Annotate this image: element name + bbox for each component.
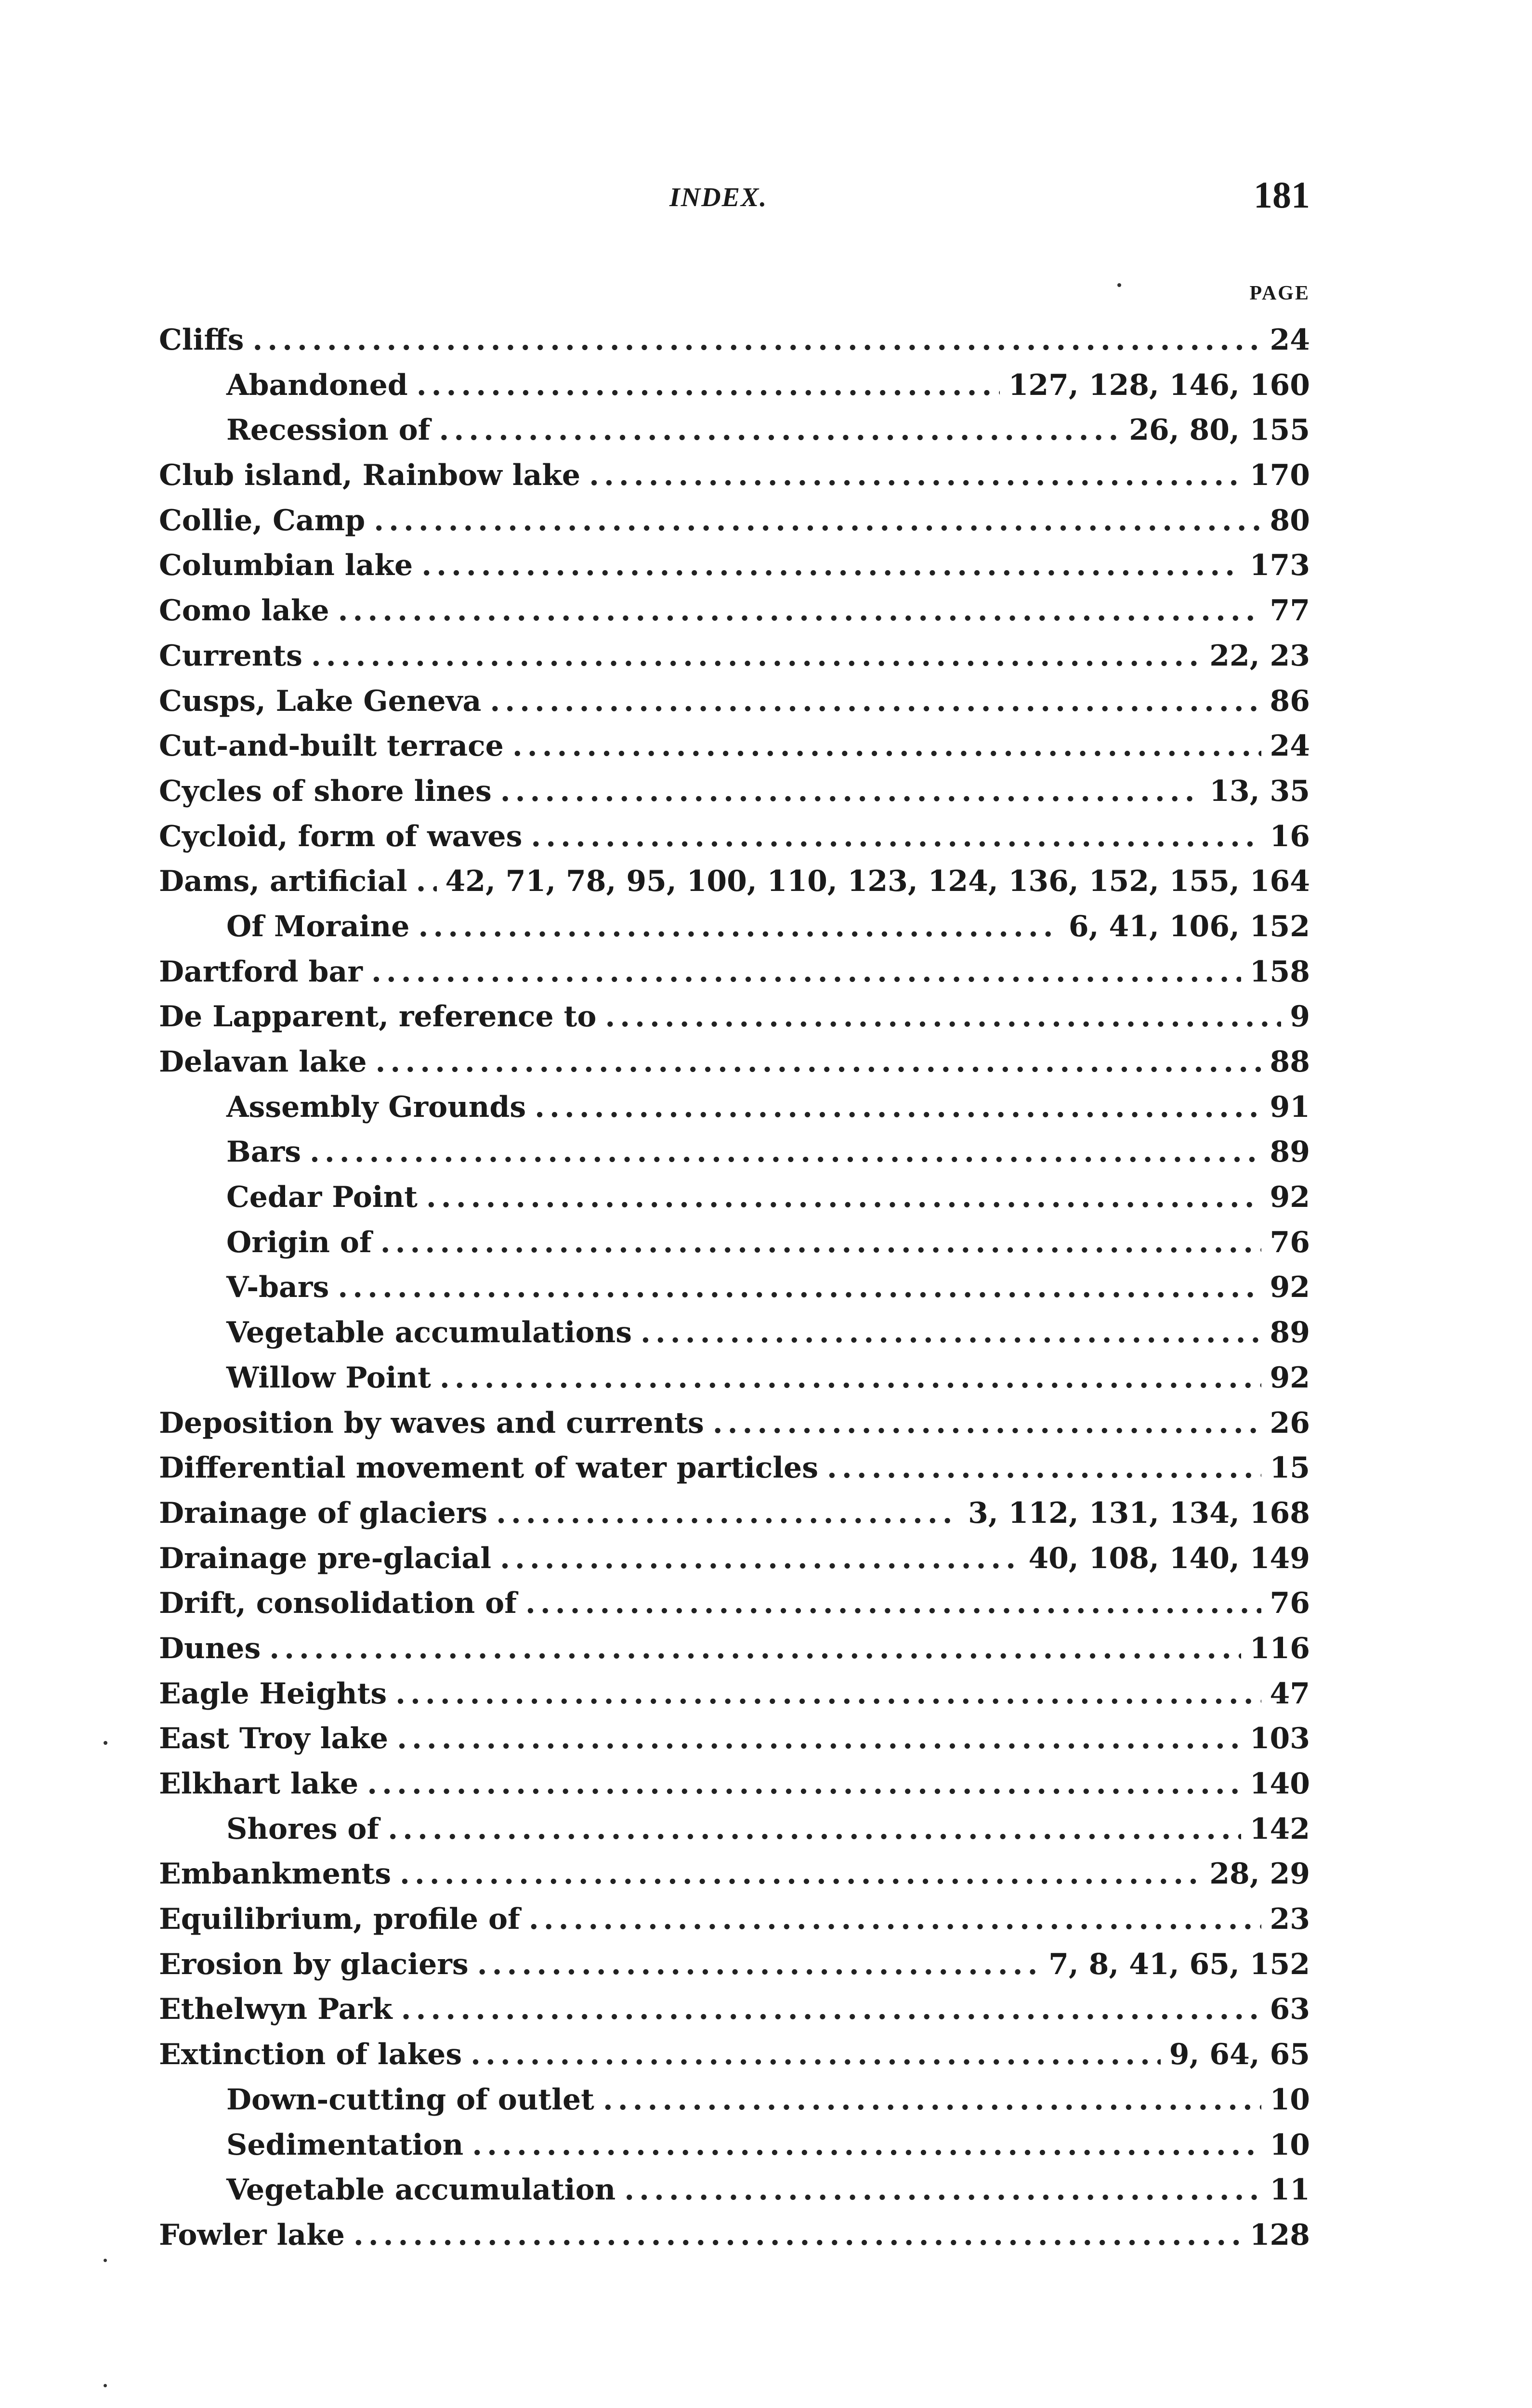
index-entry: [159, 724, 1310, 769]
index-page-refs: 92: [1270, 1361, 1310, 1395]
dot-leader: [418, 904, 1060, 950]
dot-leader: [603, 2078, 1261, 2123]
index-entry: [159, 1626, 1310, 1672]
index-term: Recession of: [226, 413, 431, 447]
dot-leader: [490, 679, 1261, 724]
index-entry: [159, 950, 1310, 995]
index-page-refs: 23: [1270, 1902, 1310, 1937]
index-subentry: [159, 1807, 1310, 1852]
index-entry: [159, 1897, 1310, 1942]
index-term: East Troy lake: [159, 1722, 389, 1756]
index-page-refs: 76: [1270, 1225, 1310, 1259]
index-page-refs: 80: [1270, 503, 1310, 537]
index-page-refs: 142: [1249, 1812, 1310, 1846]
dot-leader: [512, 724, 1261, 769]
index-term: Abandoned: [226, 368, 408, 402]
index-entry: [159, 1942, 1310, 1988]
index-page-refs: 92: [1270, 1180, 1310, 1215]
index-term: Ethelwyn Park: [159, 1992, 393, 2027]
index-term: Vegetable accumulation: [226, 2173, 616, 2207]
index-page-refs: 42, 71, 78, 95, 100, 110, 123, 124, 136, 152, 155, 164: [445, 864, 1310, 899]
index-page-refs: 3, 112, 131, 134, 168: [968, 1496, 1310, 1530]
index-subentry: [159, 363, 1310, 408]
dot-leader: [496, 1491, 959, 1536]
index-term: Sedimentation: [226, 2128, 464, 2162]
index-subentry: [159, 2078, 1310, 2123]
index-page-refs: 76: [1270, 1586, 1310, 1621]
index-term: Cliffs: [159, 323, 244, 357]
dot-leader: [477, 1942, 1040, 1988]
index-entry: [159, 634, 1310, 679]
index-page-refs: 92: [1270, 1270, 1310, 1305]
dot-leader: [416, 859, 437, 904]
dot-leader: [421, 543, 1241, 589]
index-term: Cycloid, form of waves: [159, 819, 523, 853]
running-title: INDEX.: [669, 183, 768, 212]
index-entry: [159, 1446, 1310, 1491]
index-entry: [159, 1852, 1310, 1897]
index-term: Cycles of shore lines: [159, 774, 492, 808]
dot-leader: [376, 1040, 1261, 1085]
dot-leader: [374, 498, 1261, 544]
index-subentry: [159, 1265, 1310, 1310]
index-term: Down-cutting of outlet: [226, 2082, 594, 2117]
dot-leader: [827, 1446, 1261, 1491]
stray-mark: [1117, 283, 1121, 287]
index-page-refs: 47: [1270, 1676, 1310, 1711]
index-subentry: [159, 2123, 1310, 2168]
dot-leader: [338, 1265, 1261, 1310]
dot-leader: [310, 1130, 1261, 1175]
running-head: [159, 173, 1310, 222]
index-term: Cut-and-built terrace: [159, 729, 504, 763]
index-page-refs: 9: [1290, 1000, 1310, 1034]
index-page-refs: 10: [1270, 2082, 1310, 2117]
index-entry: [159, 1987, 1310, 2032]
index-entry: [159, 1581, 1310, 1626]
index-entry: [159, 814, 1310, 860]
dot-leader: [439, 408, 1120, 453]
index-term: Dams, artificial: [159, 864, 407, 899]
index-page-refs: 15: [1270, 1451, 1310, 1485]
index-entry: [159, 318, 1310, 363]
dot-leader: [397, 1716, 1241, 1762]
dot-leader: [531, 814, 1261, 860]
dot-leader: [371, 950, 1241, 995]
index-subentry: [159, 1175, 1310, 1220]
index-page-refs: 170: [1249, 458, 1310, 493]
index-entry: [159, 589, 1310, 634]
dot-leader: [535, 1085, 1261, 1130]
index-term: Embankments: [159, 1857, 392, 1891]
index-subentry: [159, 1310, 1310, 1356]
index-subentry: [159, 408, 1310, 453]
index-page-refs: 89: [1270, 1135, 1310, 1169]
index-term: Dartford bar: [159, 955, 363, 989]
dot-leader: [338, 589, 1261, 634]
index-page-refs: 91: [1270, 1090, 1310, 1124]
index-entry: [159, 453, 1310, 498]
stray-mark: [104, 2259, 107, 2262]
index-entry: [159, 1716, 1310, 1762]
dot-leader: [529, 1897, 1261, 1942]
index-page-refs: 16: [1270, 819, 1310, 853]
index-term: V-bars: [226, 1270, 329, 1305]
index-term: Fowler lake: [159, 2218, 345, 2252]
index-term: Equilibrium, profile of: [159, 1902, 520, 1937]
stray-mark: [104, 2384, 107, 2387]
index-term: Columbian lake: [159, 549, 413, 583]
index-page-refs: 26, 80, 155: [1129, 413, 1310, 447]
index-page-refs: 24: [1270, 729, 1310, 763]
index-subentry: [159, 2168, 1310, 2213]
index-entry: [159, 543, 1310, 589]
index-page-refs: 13, 35: [1209, 774, 1310, 808]
dot-leader: [395, 1672, 1261, 1717]
dot-leader: [641, 1310, 1261, 1356]
index-page-refs: 11: [1270, 2173, 1310, 2207]
index-term: Erosion by glaciers: [159, 1947, 469, 1981]
index-term: Dunes: [159, 1631, 261, 1665]
index-page-refs: 103: [1249, 1722, 1310, 1756]
stray-mark: [104, 1741, 107, 1745]
index-page-refs: 22, 23: [1209, 639, 1310, 673]
dot-leader: [400, 1852, 1201, 1897]
index-term: Como lake: [159, 594, 329, 628]
index-term: Currents: [159, 639, 302, 673]
index-page-refs: 63: [1270, 1992, 1310, 2027]
index-page-refs: 127, 128, 146, 160: [1008, 368, 1310, 402]
index-term: Cusps, Lake Geneva: [159, 684, 482, 718]
index-subentry: [159, 1085, 1310, 1130]
index-list: [159, 318, 1310, 2258]
dot-leader: [367, 1762, 1241, 1807]
index-term: Drift, consolidation of: [159, 1586, 517, 1621]
index-entry: [159, 1762, 1310, 1807]
index-term: Deposition by waves and currents: [159, 1406, 704, 1440]
index-page-refs: 173: [1249, 549, 1310, 583]
index-term: Drainage pre-glacial: [159, 1541, 492, 1575]
index-page-refs: 26: [1270, 1406, 1310, 1440]
index-entry: [159, 1536, 1310, 1582]
index-entry: [159, 1672, 1310, 1717]
dot-leader: [417, 363, 1000, 408]
dot-leader: [311, 634, 1201, 679]
index-page-refs: 140: [1249, 1767, 1310, 1801]
index-page-refs: 88: [1270, 1045, 1310, 1079]
dot-leader: [525, 1581, 1261, 1626]
index-term: Willow Point: [226, 1361, 431, 1395]
index-term: Drainage of glaciers: [159, 1496, 488, 1530]
index-term: Shores of: [226, 1812, 380, 1846]
index-term: Elkhart lake: [159, 1767, 359, 1801]
index-term: De Lapparent, reference to: [159, 1000, 597, 1034]
dot-leader: [624, 2168, 1261, 2213]
dot-leader: [713, 1401, 1261, 1446]
index-subentry: [159, 904, 1310, 950]
index-page-refs: 7, 8, 41, 65, 152: [1048, 1947, 1310, 1981]
index-page-refs: 77: [1270, 594, 1310, 628]
index-page-refs: 10: [1270, 2128, 1310, 2162]
dot-leader: [269, 1626, 1241, 1672]
index-term: Differential movement of water particles: [159, 1451, 819, 1485]
index-page-refs: 6, 41, 106, 152: [1068, 909, 1310, 943]
index-entry: [159, 498, 1310, 544]
index-page-refs: 40, 108, 140, 149: [1028, 1541, 1310, 1575]
dot-leader: [471, 2032, 1161, 2078]
index-term: Vegetable accumulations: [226, 1316, 632, 1350]
index-entry: [159, 1491, 1310, 1536]
index-page-refs: 128: [1249, 2218, 1310, 2252]
index-entry: [159, 2213, 1310, 2258]
dot-leader: [380, 1220, 1261, 1266]
index-subentry: [159, 1130, 1310, 1175]
index-page-refs: 9, 64, 65: [1169, 2038, 1310, 2072]
index-entry: [159, 2032, 1310, 2078]
index-page-refs: 24: [1270, 323, 1310, 357]
index-page-refs: 86: [1270, 684, 1310, 718]
index-entry: [159, 859, 1310, 904]
index-term: Of Moraine: [226, 909, 410, 943]
index-term: Cedar Point: [226, 1180, 418, 1215]
index-page-refs: 28, 29: [1209, 1857, 1310, 1891]
dot-leader: [500, 1536, 1020, 1582]
dot-leader: [472, 2123, 1261, 2168]
index-term: Collie, Camp: [159, 503, 366, 537]
dot-leader: [589, 453, 1241, 498]
index-entry: [159, 679, 1310, 724]
dot-leader: [426, 1175, 1261, 1220]
dot-leader: [500, 769, 1201, 814]
index-term: Eagle Heights: [159, 1676, 387, 1711]
dot-leader: [401, 1987, 1261, 2032]
index-subentry: [159, 1220, 1310, 1266]
index-term: Club island, Rainbow lake: [159, 458, 581, 493]
dot-leader: [252, 318, 1261, 363]
index-page-refs: 89: [1270, 1316, 1310, 1350]
dot-leader: [605, 995, 1281, 1040]
index-term: Delavan lake: [159, 1045, 367, 1079]
index-entry: [159, 1040, 1310, 1085]
page-column-label: PAGE: [1249, 282, 1310, 304]
index-page-refs: 116: [1249, 1631, 1310, 1665]
index-entry: [159, 1401, 1310, 1446]
dot-leader: [440, 1356, 1261, 1401]
dot-leader: [354, 2213, 1241, 2258]
index-entry: [159, 769, 1310, 814]
index-term: Bars: [226, 1135, 301, 1169]
index-entry: [159, 995, 1310, 1040]
dot-leader: [388, 1807, 1241, 1852]
index-subentry: [159, 1356, 1310, 1401]
index-term: Assembly Grounds: [226, 1090, 526, 1124]
index-term: Extinction of lakes: [159, 2038, 462, 2072]
index-term: Origin of: [226, 1225, 372, 1259]
index-page-refs: 158: [1249, 955, 1310, 989]
page-number: 181: [1254, 174, 1310, 216]
